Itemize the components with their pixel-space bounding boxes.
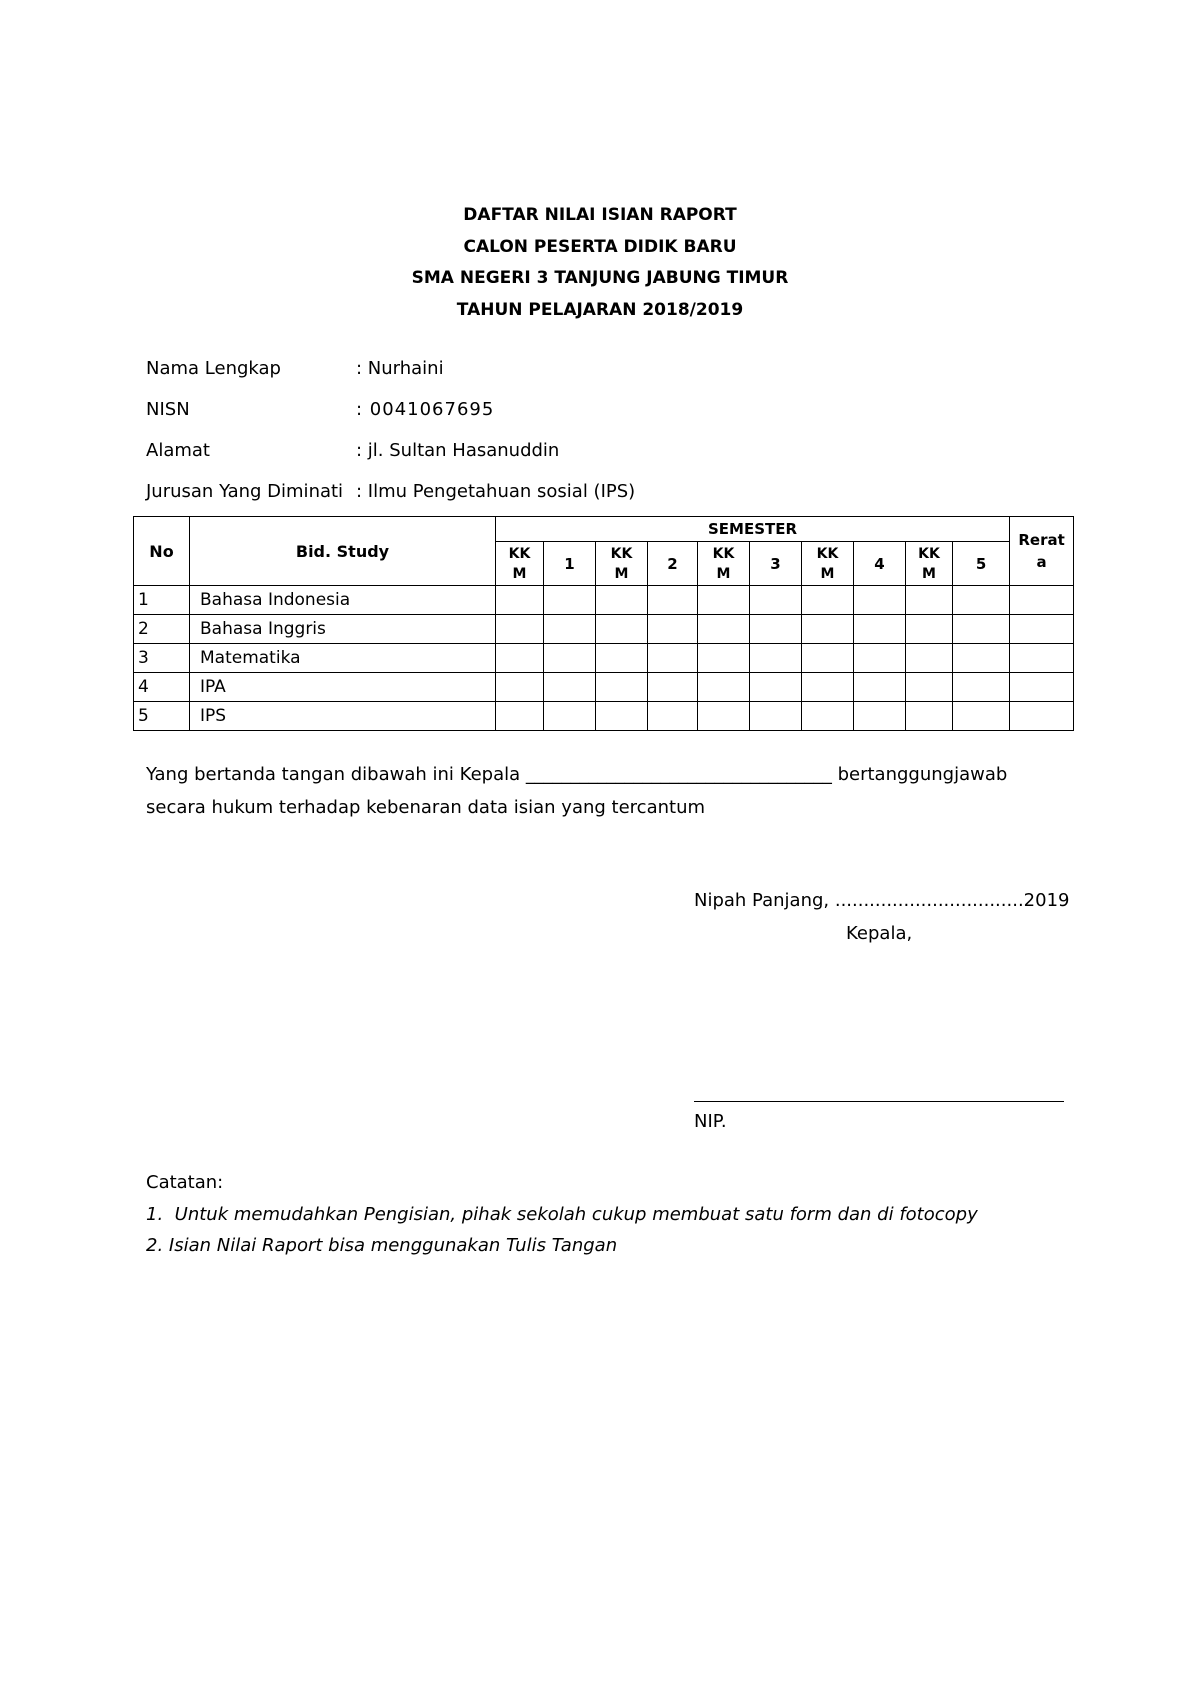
grade-cell xyxy=(544,586,596,615)
grade-cell xyxy=(544,644,596,673)
name-value: : Nurhaini xyxy=(356,358,444,379)
table-row xyxy=(134,644,1074,673)
grade-cell xyxy=(802,673,854,702)
grade-cell xyxy=(648,586,698,615)
grade-cell xyxy=(496,615,544,644)
grade-cell xyxy=(750,702,802,731)
grade-cell xyxy=(802,702,854,731)
grade-cell xyxy=(854,586,906,615)
document-title xyxy=(0,200,1200,326)
grade-cell xyxy=(648,644,698,673)
nisn-value: : 0041067695 xyxy=(356,399,495,420)
address-value: : jl. Sultan Hasanuddin xyxy=(356,440,560,461)
note-item-2 xyxy=(146,1235,617,1257)
table-row xyxy=(134,673,1074,702)
grade-cell xyxy=(496,644,544,673)
kkm-header-1: KKM xyxy=(496,542,544,586)
col-header-semester: SEMESTER xyxy=(496,517,1010,542)
semester-5-header: 5 xyxy=(953,542,1010,586)
statement-part-1: Yang bertanda tangan dibawah ini Kepala xyxy=(146,764,521,785)
notes-title: Catatan: xyxy=(146,1172,224,1193)
row-number: 1 xyxy=(134,586,190,615)
grade-cell xyxy=(544,615,596,644)
grade-cell xyxy=(750,644,802,673)
field-address xyxy=(146,440,559,462)
grade-cell xyxy=(544,673,596,702)
grade-cell xyxy=(953,673,1010,702)
grade-cell xyxy=(698,586,750,615)
signature-role: Kepala, xyxy=(846,923,913,944)
statement-line-1 xyxy=(146,764,1066,786)
grade-cell xyxy=(648,615,698,644)
nisn-label: NISN xyxy=(146,399,190,420)
table-row xyxy=(134,586,1074,615)
note-2-text: Isian Nilai Raport bisa menggunakan Tulis Tangan xyxy=(168,1235,618,1256)
major-label: Jurusan Yang Diminati xyxy=(146,481,344,502)
major-value: : Ilmu Pengetahuan sosial (IPS) xyxy=(356,481,636,502)
note-2-number: 2. xyxy=(146,1235,164,1256)
row-subject: IPA xyxy=(190,673,496,702)
grade-cell xyxy=(698,673,750,702)
grade-cell xyxy=(854,644,906,673)
semester-1-header: 1 xyxy=(544,542,596,586)
title-line-4: TAHUN PELAJARAN 2018/2019 xyxy=(456,299,744,320)
field-major xyxy=(146,481,635,503)
note-item-1 xyxy=(146,1204,978,1226)
row-subject: Bahasa Indonesia xyxy=(190,586,496,615)
grade-cell xyxy=(596,615,648,644)
grade-cell xyxy=(953,702,1010,731)
grade-cell xyxy=(854,673,906,702)
semester-4-header: 4 xyxy=(854,542,906,586)
field-name xyxy=(146,358,444,380)
col-header-subject: Bid. Study xyxy=(190,517,496,586)
table-header-row xyxy=(134,517,1074,542)
row-subject: Matematika xyxy=(190,644,496,673)
grade-cell xyxy=(953,586,1010,615)
col-header-average: Rerata xyxy=(1010,517,1074,586)
signature-place-date: Nipah Panjang, .................................2019 xyxy=(694,890,1070,911)
grade-cell xyxy=(596,673,648,702)
title-line-2: CALON PESERTA DIDIK BARU xyxy=(463,236,737,257)
kkm-header-4: KKM xyxy=(802,542,854,586)
grade-cell xyxy=(648,702,698,731)
statement-line-2: secara hukum terhadap kebenaran data isian yang tercantum xyxy=(146,797,706,818)
signature-line xyxy=(694,1101,1064,1102)
field-nisn xyxy=(146,399,494,421)
grade-cell xyxy=(906,673,953,702)
grade-cell xyxy=(648,673,698,702)
grade-cell xyxy=(906,615,953,644)
row-subject: IPS xyxy=(190,702,496,731)
table-row xyxy=(134,702,1074,731)
kkm-header-2: KKM xyxy=(596,542,648,586)
col-header-no: No xyxy=(134,517,190,586)
grade-cell xyxy=(698,615,750,644)
grade-cell xyxy=(750,586,802,615)
grade-cell xyxy=(953,644,1010,673)
row-subject: Bahasa Inggris xyxy=(190,615,496,644)
grade-cell xyxy=(596,644,648,673)
grade-cell xyxy=(802,615,854,644)
grade-cell xyxy=(854,702,906,731)
grade-cell xyxy=(698,702,750,731)
grade-cell xyxy=(854,615,906,644)
average-cell xyxy=(1010,586,1074,615)
average-cell xyxy=(1010,644,1074,673)
grade-cell xyxy=(698,644,750,673)
grade-cell xyxy=(906,586,953,615)
grade-cell xyxy=(496,702,544,731)
statement-part-2: bertanggungjawab xyxy=(837,764,1008,785)
grade-cell xyxy=(906,644,953,673)
title-line-3: SMA NEGERI 3 TANJUNG JABUNG TIMUR xyxy=(411,268,789,288)
note-1-text: Untuk memudahkan Pengisian, pihak sekolah cukup membuat satu form dan di fotocopy xyxy=(174,1204,978,1225)
grade-cell xyxy=(802,644,854,673)
grade-cell xyxy=(802,586,854,615)
grade-cell xyxy=(544,702,596,731)
grade-cell xyxy=(906,702,953,731)
address-label: Alamat xyxy=(146,440,210,461)
semester-3-header: 3 xyxy=(750,542,802,586)
kkm-header-5: KKM xyxy=(906,542,953,586)
name-label: Nama Lengkap xyxy=(146,358,281,379)
title-line-1: DAFTAR NILAI ISIAN RAPORT xyxy=(463,205,737,225)
note-1-number: 1. xyxy=(146,1204,164,1225)
grade-cell xyxy=(596,586,648,615)
grade-cell xyxy=(496,586,544,615)
average-cell xyxy=(1010,673,1074,702)
grade-cell xyxy=(750,615,802,644)
row-number: 4 xyxy=(134,673,190,702)
average-cell xyxy=(1010,702,1074,731)
table-row xyxy=(134,615,1074,644)
grade-cell xyxy=(596,702,648,731)
grade-cell xyxy=(496,673,544,702)
statement-blank: __________________________________ xyxy=(525,764,832,785)
semester-2-header: 2 xyxy=(648,542,698,586)
grade-cell xyxy=(953,615,1010,644)
kkm-header-3: KKM xyxy=(698,542,750,586)
average-cell xyxy=(1010,615,1074,644)
row-number: 2 xyxy=(134,615,190,644)
grade-cell xyxy=(750,673,802,702)
row-number: 5 xyxy=(134,702,190,731)
grades-table xyxy=(133,516,1074,731)
signature-nip: NIP. xyxy=(694,1111,727,1132)
row-number: 3 xyxy=(134,644,190,673)
